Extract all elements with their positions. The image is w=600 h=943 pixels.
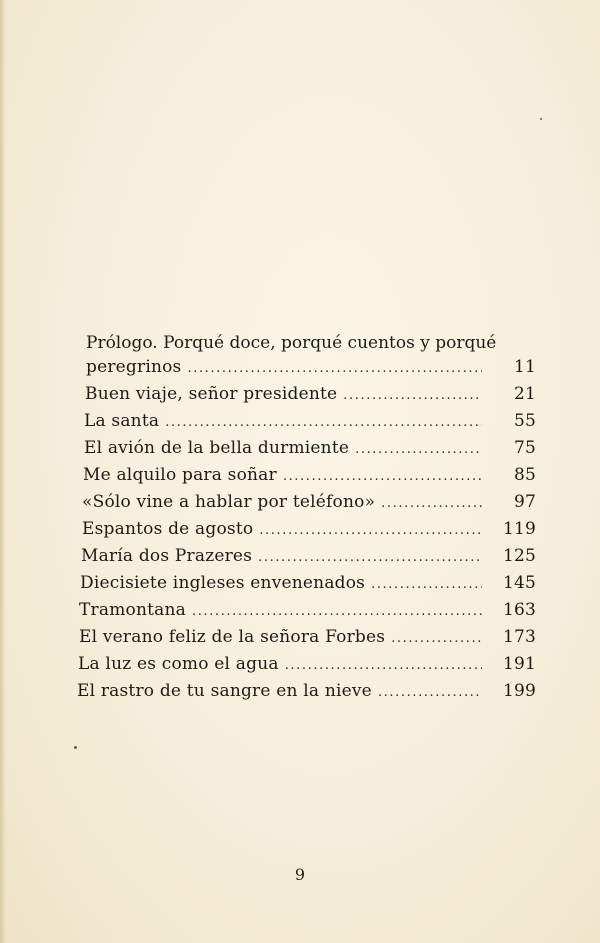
toc-entry bbox=[76, 357, 536, 384]
toc-entry-title: La luz es como el agua bbox=[78, 654, 279, 674]
toc-entry-title: Diecisiete ingleses envenenados bbox=[80, 573, 366, 593]
toc-entry bbox=[76, 438, 536, 465]
toc-entry-page: 191 bbox=[502, 654, 536, 674]
toc-entry-page: 199 bbox=[502, 681, 536, 701]
toc-entry bbox=[76, 627, 536, 654]
dot-leader bbox=[381, 496, 482, 511]
toc-entry-page: 119 bbox=[502, 519, 536, 539]
dot-leader bbox=[192, 604, 482, 619]
toc-entry-title: peregrinos bbox=[86, 357, 182, 377]
toc-entry-title: María dos Prazeres bbox=[81, 546, 253, 566]
toc-entry-page: 173 bbox=[502, 627, 536, 647]
toc-entry-title: Espantos de agosto bbox=[82, 519, 254, 539]
toc-entry-page: 145 bbox=[502, 573, 536, 593]
toc-entry-page: 85 bbox=[513, 465, 536, 485]
toc-entry bbox=[76, 384, 536, 411]
dot-leader bbox=[343, 388, 482, 403]
prologue-heading: Prólogo. Porqué doce, porqué cuentos y porqué bbox=[86, 333, 497, 353]
toc-entry bbox=[76, 681, 536, 708]
dot-leader bbox=[165, 415, 482, 430]
dot-leader bbox=[355, 442, 482, 457]
dot-leader bbox=[391, 631, 482, 646]
page-number: 9 bbox=[294, 865, 306, 884]
toc-entry-page: 125 bbox=[502, 546, 536, 566]
toc-entry-title: «Sólo vine a hablar por teléfono» bbox=[82, 492, 376, 512]
toc-entry-title: El avión de la bella durmiente bbox=[84, 438, 350, 458]
toc-entry-title: Buen viaje, señor presidente bbox=[85, 384, 338, 404]
toc-entry-page: 163 bbox=[502, 600, 536, 620]
toc-entry-title: El verano feliz de la señora Forbes bbox=[79, 627, 386, 647]
toc-entry bbox=[76, 411, 536, 438]
table-of-contents bbox=[76, 330, 536, 708]
dot-leader bbox=[259, 523, 482, 538]
toc-entry bbox=[76, 600, 536, 627]
toc-entry-title: La santa bbox=[84, 411, 160, 431]
toc-entry bbox=[76, 465, 536, 492]
toc-entry bbox=[76, 546, 536, 573]
toc-entry-page: 55 bbox=[513, 411, 536, 431]
paper-speck bbox=[540, 118, 542, 120]
toc-entry-page: 21 bbox=[513, 384, 536, 404]
dot-leader bbox=[258, 550, 482, 565]
toc-entry-page: 75 bbox=[513, 438, 536, 458]
dot-leader bbox=[283, 469, 482, 484]
toc-entry bbox=[76, 654, 536, 681]
toc-entry-title: Tramontana bbox=[79, 600, 186, 620]
toc-entry bbox=[76, 519, 536, 546]
dot-leader bbox=[285, 658, 482, 673]
toc-entry bbox=[76, 573, 536, 600]
toc-entry bbox=[76, 492, 536, 519]
dot-leader bbox=[187, 361, 482, 376]
toc-entry-title: El rastro de tu sangre en la nieve bbox=[77, 681, 372, 701]
paper-speck bbox=[74, 746, 77, 749]
dot-leader bbox=[378, 685, 482, 700]
toc-entry-page: 11 bbox=[513, 357, 536, 377]
toc-entry-title: Me alquilo para soñar bbox=[83, 465, 277, 485]
dot-leader bbox=[371, 577, 482, 592]
toc-entry-page: 97 bbox=[513, 492, 536, 512]
